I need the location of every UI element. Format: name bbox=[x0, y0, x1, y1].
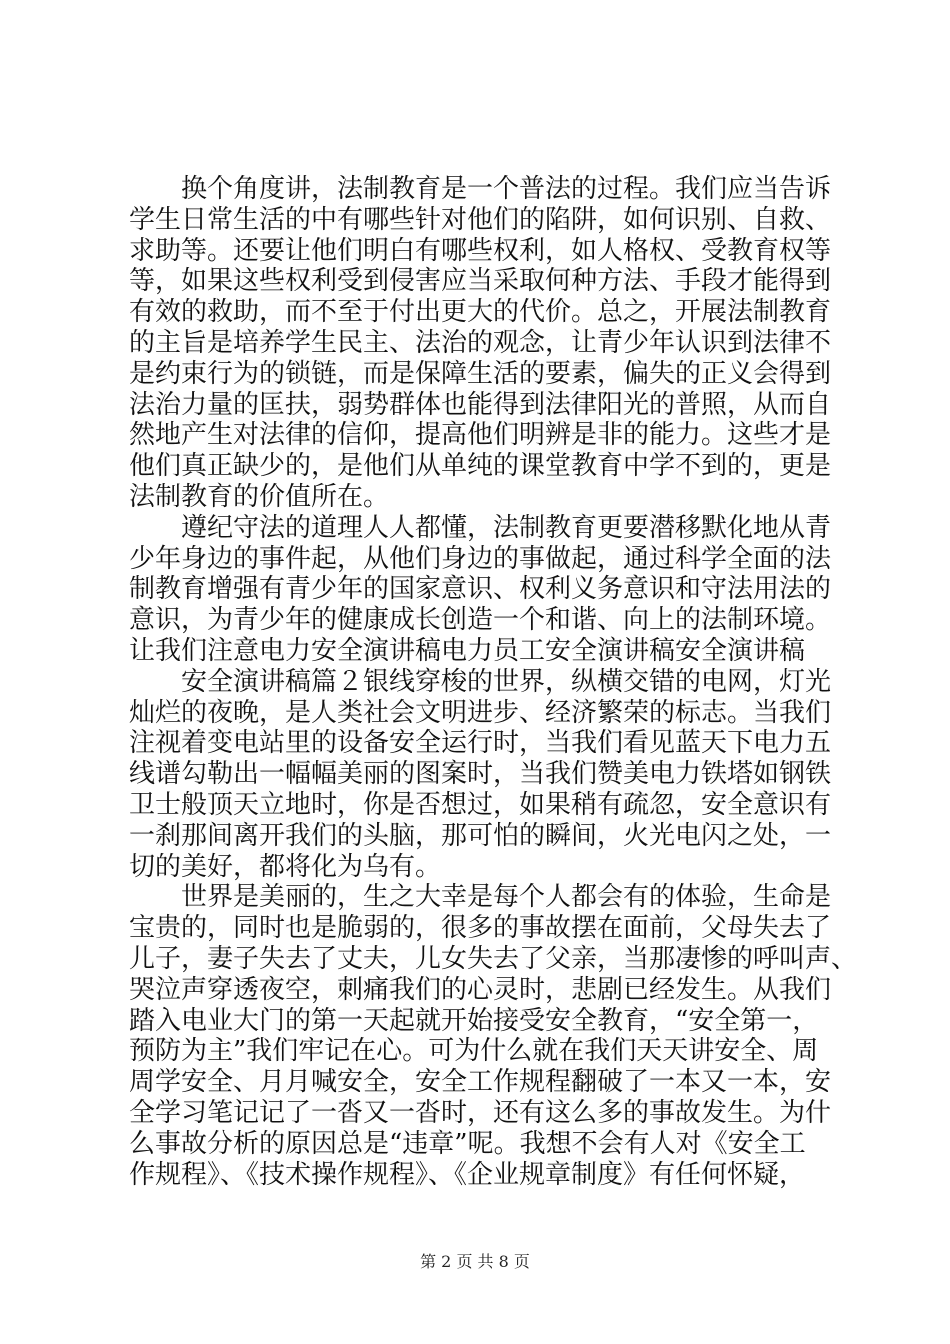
text-line: 踏入电业大门的第一天起就开始接受安全教育，“安全第一， bbox=[129, 1005, 819, 1036]
text-line: 预防为主”我们牢记在心。可为什么就在我们天天讲安全、周 bbox=[129, 1036, 819, 1067]
text-line: 安全演讲稿篇２银线穿梭的世界，纵横交错的电网，灯光 bbox=[181, 666, 832, 697]
text-line: 线谱勾勒出一幅幅美丽的图案时，当我们赞美电力铁塔如钢铁 bbox=[129, 759, 832, 790]
text-line: 换个角度讲，法制教育是一个普法的过程。我们应当告诉 bbox=[181, 174, 832, 204]
text-line: 周学安全、月月喊安全，安全工作规程翻破了一本又一本，安 bbox=[129, 1067, 832, 1098]
text-line: 注视着变电站里的设备安全运行时，当我们看见蓝天下电力五 bbox=[129, 728, 832, 759]
text-line: 儿子，妻子失去了丈夫，儿女失去了父亲，当那凄惨的呼叫声、 bbox=[129, 943, 858, 974]
document-body bbox=[129, 174, 858, 1190]
text-line: 宝贵的，同时也是脆弱的，很多的事故摆在面前，父母失去了 bbox=[129, 913, 832, 944]
text-line: 然地产生对法律的信仰，提高他们明辨是非的能力。这些才是 bbox=[129, 420, 832, 451]
text-line: 哭泣声穿透夜空，刺痛我们的心灵时，悲剧已经发生。从我们 bbox=[129, 974, 832, 1005]
text-line: 全学习笔记记了一沓又一沓时，还有这么多的事故发生。为什 bbox=[129, 1097, 832, 1128]
text-line: 是约束行为的锁链，而是保障生活的要素，偏失的正义会得到 bbox=[129, 358, 832, 389]
text-line: 作规程》、《技术操作规程》、《企业规章制度》有任何怀疑， bbox=[129, 1159, 806, 1190]
text-line: 制教育增强有青少年的国家意识、权利义务意识和守法用法的 bbox=[129, 574, 832, 605]
text-line: 灿烂的夜晚，是人类社会文明进步、经济繁荣的标志。当我们 bbox=[129, 697, 832, 728]
text-line: 世界是美丽的，生之大幸是每个人都会有的体验，生命是 bbox=[181, 882, 832, 913]
text-line: 求助等。还要让他们明白有哪些权利，如人格权、受教育权等 bbox=[129, 235, 832, 266]
text-line: 的主旨是培养学生民主、法治的观念，让青少年认识到法律不 bbox=[129, 327, 832, 358]
text-line: 意识，为青少年的健康成长创造一个和谐、向上的法制环境。 bbox=[129, 605, 832, 636]
text-line: 学生日常生活的中有哪些针对他们的陷阱，如何识别、自救、 bbox=[129, 204, 832, 235]
text-line: 遵纪守法的道理人人都懂，法制教育更要潜移默化地从青 bbox=[181, 512, 832, 543]
text-line: 他们真正缺少的，是他们从单纯的课堂教育中学不到的，更是 bbox=[129, 451, 832, 482]
text-line: 么事故分析的原因总是“违章”呢。我想不会有人对《安全工 bbox=[129, 1128, 806, 1159]
text-line: 少年身边的事件起，从他们身边的事做起，通过科学全面的法 bbox=[129, 543, 832, 574]
text-line: 切的美好，都将化为乌有。 bbox=[129, 851, 442, 882]
text-line: 卫士般顶天立地时，你是否想过，如果稍有疏忽，安全意识有 bbox=[129, 789, 832, 820]
page-footer: 第 2 页 共 8 页 bbox=[420, 1252, 530, 1271]
text-line: 有效的救助，而不至于付出更大的代价。总之，开展法制教育 bbox=[129, 297, 832, 328]
text-line: 法制教育的价值所在。 bbox=[129, 481, 390, 512]
text-line: 法治力量的匡扶，弱势群体也能得到法律阳光的普照，从而自 bbox=[129, 389, 832, 420]
text-line: 一刹那间离开我们的头脑，那可怕的瞬间，火光电闪之处，一 bbox=[129, 820, 832, 851]
text-line: 让我们注意电力安全演讲稿电力员工安全演讲稿安全演讲稿 bbox=[129, 635, 806, 666]
text-line: 等，如果这些权利受到侵害应当采取何种方法、手段才能得到 bbox=[129, 266, 832, 297]
